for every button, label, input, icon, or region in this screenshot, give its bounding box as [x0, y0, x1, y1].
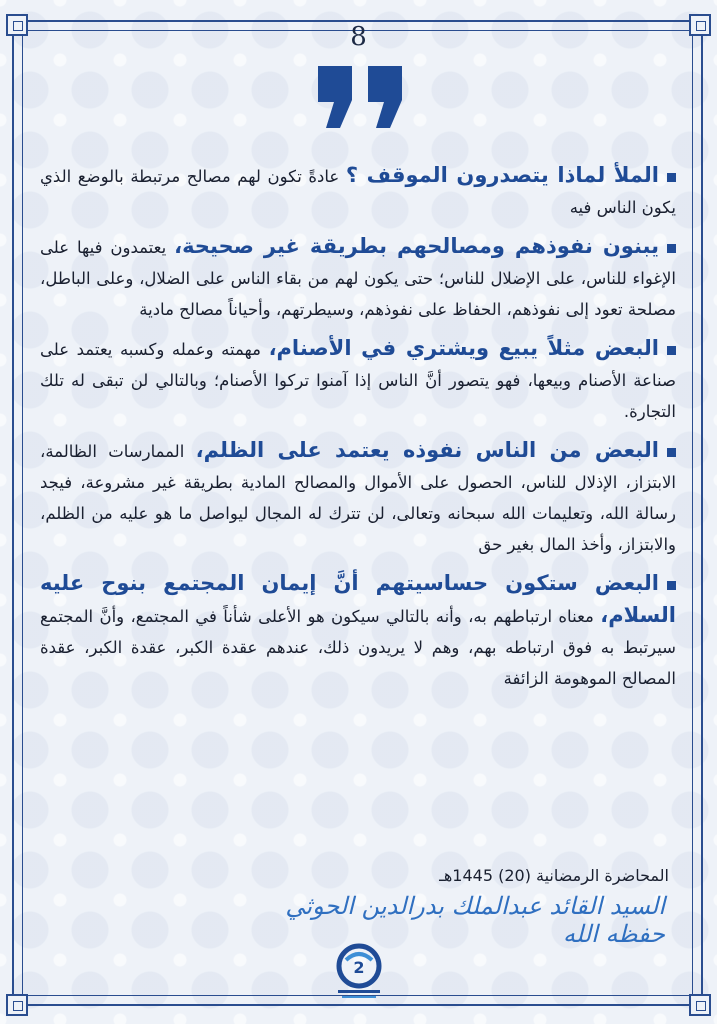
paragraph-heading: البعض ستكون حساسيتهم أنَّ إيمان المجتمع بنوح عليه السلام، [40, 571, 676, 627]
bullet-icon [667, 244, 676, 253]
paragraph-heading: البعض من الناس نفوذه يعتمد على الظلم، [195, 438, 659, 462]
paragraph-text: الممارسات الظالمة، الابتزاز، الإذلال للناس، الحصول على الأموال والمصالح المادية بطريقة غير مشروعة، فيجد رسالة الله، وتعليمات الله سبحانه وتعالى، لن تترك له المجال ليواصل ما هو عليه من الظلم، والابتزاز، وأخذ المال بغير حق [40, 442, 676, 554]
paragraph-heading: البعض مثلاً يبيع ويشتري في الأصنام، [268, 336, 660, 360]
bullet-icon [667, 173, 676, 182]
bullet-icon [667, 448, 676, 457]
paragraph-heading: الملأ لماذا يتصدرون الموقف ؟ [345, 163, 660, 187]
paragraph [40, 160, 676, 223]
paragraph-text: معناه ارتباطهم به، وأنه بالتالي سيكون هو الأعلى شأناً في المجتمع، وأنَّ المجتمع سيرتبط به فوق ارتباطه بهم، وهم لا يريدون ذلك، عندهم عقدة الكبر، عقدة الكبر، عقدة المصالح الموهومة الزائفة [40, 607, 676, 688]
paragraph-text: عادةً تكون لهم مصالح مرتبطة بالوضع الذي يكون الناس فيه [40, 167, 676, 217]
lecture-source: المحاضرة الرمضانية (20) 1445هـ [439, 866, 669, 885]
paragraph [40, 435, 676, 560]
corner-ornament [6, 994, 28, 1016]
corner-ornament [689, 994, 711, 1016]
quote-icon [312, 62, 408, 132]
bullet-icon [667, 346, 676, 355]
svg-text:2: 2 [353, 958, 365, 977]
page-number: 8 [350, 22, 367, 52]
paragraph [40, 333, 676, 427]
calligraphy-signature: السيد القائد عبدالملك بدرالدين الحوثي حفظه الله [285, 892, 665, 948]
foundation-logo-icon [330, 940, 388, 1002]
paragraph [40, 568, 676, 694]
paragraph [40, 231, 676, 325]
paragraph-text: يعتمدون فيها على الإغواء للناس، على الإضلال للناس؛ حتى يكون لهم من بقاء الناس على الضلال، وعلى الباطل، مصلحة تعود إلى نفوذهم، الحفاظ على نفوذهم، وسيطرتهم، وأحياناً مصالح مادية [40, 238, 676, 319]
paragraph-text: مهمته وعمله وكسبه يعتمد على صناعة الأصنام وبيعها، فهو يتصور أنَّ الناس إذا آمنوا تركوا الأصنام؛ وبالتالي لن تبقى له تلك التجارة. [40, 340, 676, 421]
bullet-icon [667, 581, 676, 590]
quote-content [40, 160, 676, 702]
paragraph-heading: يبنون نفوذهم ومصالحهم بطريقة غير صحيحة، [174, 234, 659, 258]
